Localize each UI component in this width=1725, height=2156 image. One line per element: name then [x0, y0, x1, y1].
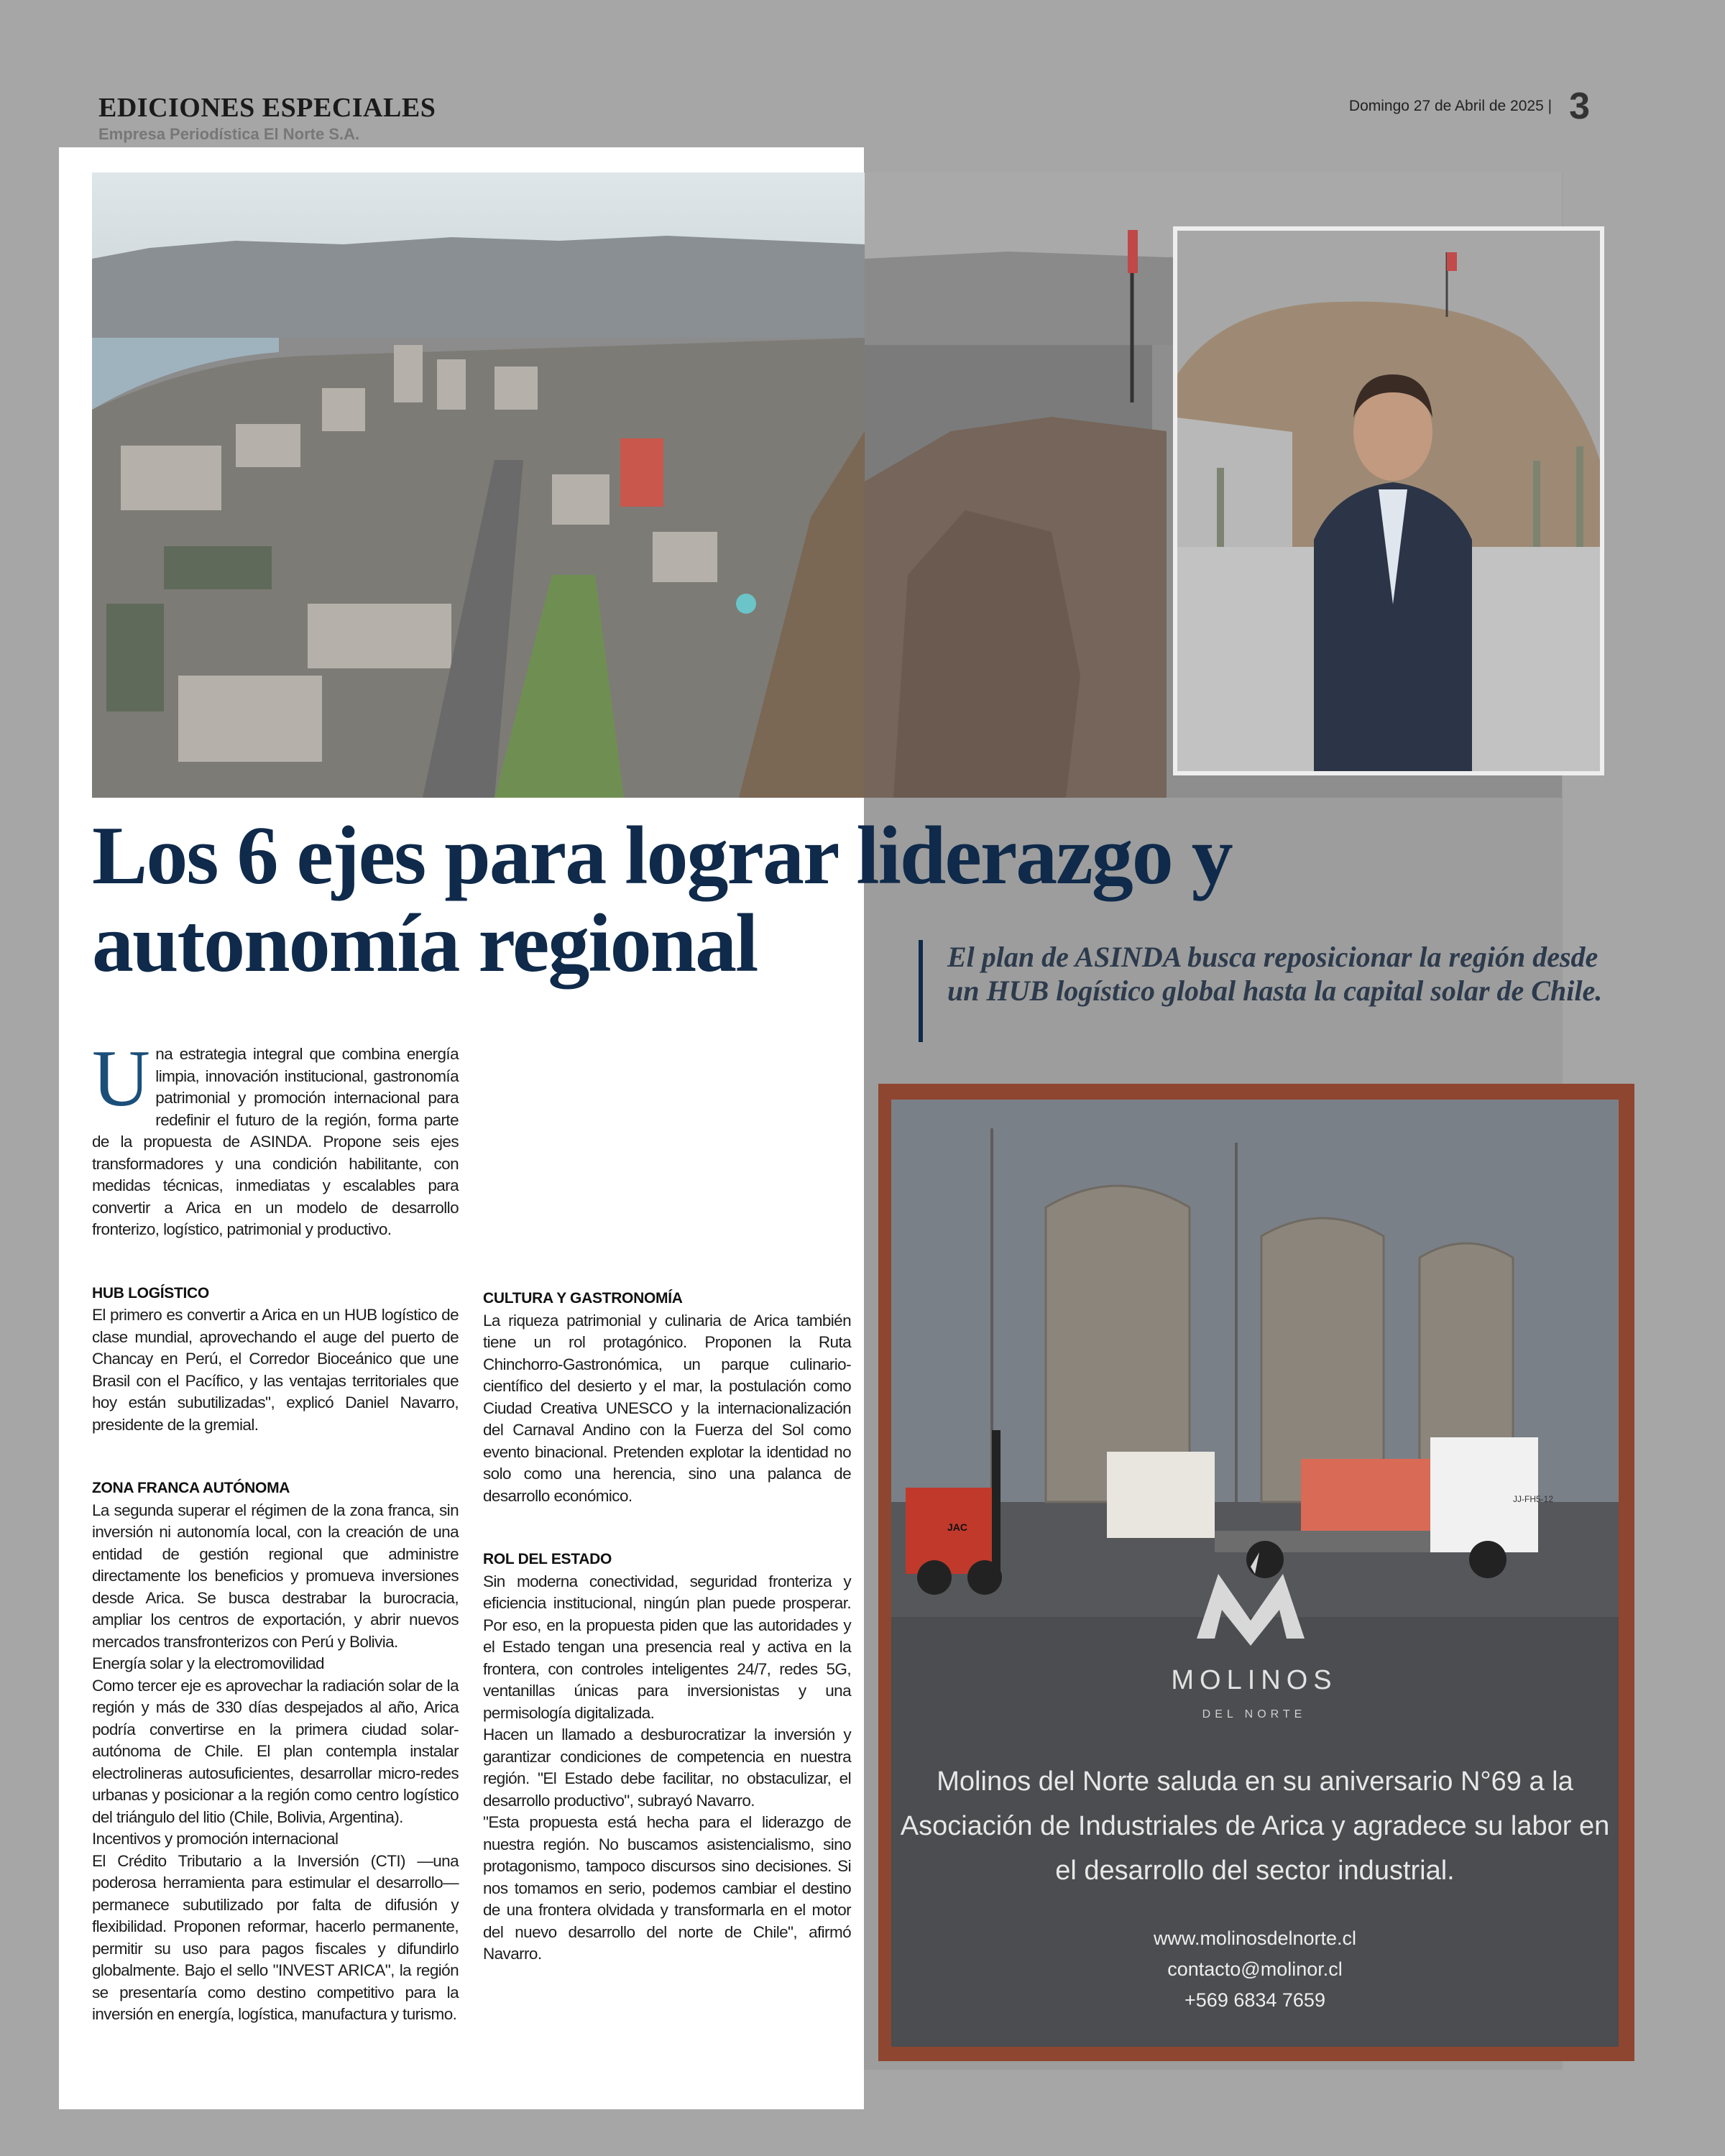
page-meta [1349, 85, 1590, 128]
section-title: EDICIONES ESPECIALES [98, 93, 436, 123]
paragraph-rol-estado-3: "Esta propuesta está hecha para el liderazgo de nuestra región. No buscamos asistencialismo, sino protagonismo, tampoco discursos sino decisiones. Si nos tomamos en serio, podemos cambiar el destino de una frontera olvidada y transformarla en el motor del nuevo desarrollo del norte de Chile", afirmó Navarro. [483, 1813, 851, 1963]
drop-cap: U [92, 1034, 150, 1123]
paragraph-rol-estado-1: Sin moderna conectividad, seguridad fronteriza y eficiencia institucional, ningún plan puede prosperar. Por eso, en la propuesta piden que las autoridades y el Estado tengan una presencia real y activa en la frontera, con controles inteligentes 24/7, redes 5G, ventanillas únicas para inversionistas y una permisología digitalizada. [483, 1572, 851, 1722]
molinos-logo [1136, 1538, 1373, 1732]
paragraph-hub-logistico: El primero es convertir a Arica en un HUB logístico de clase mundial, aprovechando el auge del puerto de Chancay en Perú, el Corredor Bioceánico que une Brasil con el Pacífico, y las ventajas territoriales que hoy están subutilizadas", explicó Daniel Navarro, presidente de la gremial. [92, 1306, 459, 1434]
paragraph-zona-franca: La segunda superar el régimen de la zona franca, sin inversión ni autonomía local, con la creación de una entidad de gestión regional que administre directamente los beneficios y promueva inversiones desde Arica. Se busca destrabar la burocracia, ampliar los centros de exportación, y abrir nuevos mercados transfronterizos con Perú y Bolivia. [92, 1501, 459, 1651]
brand-name: MOLINOS [1171, 1665, 1338, 1695]
article-headline: Los 6 ejes para lograr liderazgo y autonomía regional [92, 810, 1232, 990]
subtitle-incentivos: Incentivos y promoción internacional [92, 1830, 339, 1848]
article-column-2 [483, 1044, 851, 1966]
ad-email[interactable]: contacto@molinor.cl [1167, 1958, 1343, 1980]
article-column-1 [92, 1034, 459, 2026]
photo-city-aerial [92, 172, 865, 798]
ad-message: Molinos del Norte saluda en su aniversario N°69 a la Asociación de Industriales de Arica y agradece su labor en el desarrollo del sector industrial. [900, 1766, 1610, 1886]
photo-daniel-navarro [1173, 226, 1604, 775]
paragraph-energia-solar: Como tercer eje es aprovechar la radiación solar de la región y más de 330 días despejados al año, Arica podría convertirse en la primera ciudad solar-autónoma de Chile. El plan contempla instalar electrolineras autosuficientes, desarrollar micro-redes urbanas y posicionar a la región como centro logístico del triángulo del litio (Chile, Bolivia, Argentina). [92, 1676, 459, 1826]
ad-website[interactable]: www.molinosdelnorte.cl [1153, 1927, 1357, 1949]
issue-date: Domingo 27 de Abril de 2025 | [1348, 98, 1552, 114]
page-number: 3 [1569, 86, 1590, 127]
ad-contacts [891, 1923, 1619, 2016]
subtitle-energia-solar: Energía solar y la electromovilidad [92, 1654, 324, 1672]
publisher-name: Empresa Periodística El Norte S.A. [98, 125, 360, 143]
column-continuation-space [483, 1044, 851, 1268]
ad-phone: +569 6834 7659 [1184, 1989, 1325, 2011]
truck-plate: JJ-FH5-12 [1513, 1494, 1554, 1504]
subtitle-cultura: CULTURA Y GASTRONOMÍA [483, 1290, 683, 1307]
subtitle-rol-estado: ROL DEL ESTADO [483, 1551, 612, 1567]
subtitle-zona-franca: ZONA FRANCA AUTÓNOMA [92, 1480, 290, 1496]
paragraph-rol-estado-2: Hacen un llamado a desburocratizar la inversión y garantizar condiciones de competencia en nuestra región. "El Estado debe facilitar, no obstaculizar, el desarrollo productivo", subrayó Navarro. [483, 1726, 851, 1810]
article-subhead: El plan de ASINDA busca reposicionar la región desde un HUB logístico global hasta la capital solar de Chile. [947, 941, 1603, 1007]
paragraph-incentivos: El Crédito Tributario a la Inversión (CTI) —una poderosa herramienta para estimular el desarrollo— permanece subutilizado por falta de difusión y flexibilidad. Proponen reformar, hacerlo permanente, permitir su uso para pagos fiscales y difundirlo globalmente. Bajo el sello "INVEST ARICA", la región se presentaría como destino competitivo para la inversión en energía, logística, manufactura y turismo. [92, 1851, 459, 2023]
forklift-brand: JAC [947, 1521, 968, 1533]
subtitle-hub-logistico: HUB LOGÍSTICO [92, 1284, 209, 1302]
paragraph-cultura: La riqueza patrimonial y culinaria de Arica también tiene un rol protagónico. Proponen la Ruta Chinchorro-Gastronómica, un parque culinario-científico del desierto y el mar, la postulación como Ciudad Creativa UNESCO y la internacionalización del Carnaval Andino con la Fuerza del Sol como evento binacional. Pretenden explotar la identidad no solo como una herencia, sino una palanca de desarrollo económico. [483, 1311, 851, 1505]
article-intro: Una estrategia integral que combina energía limpia, innovación institucional, gastronomía patrimonial y promoción internacional para redefinir el futuro de la región, forma parte de la propuesta de ASINDA. Propone seis ejes transformadores y una condición habilitante, con medidas técnicas, inmediatas y escalables para convertir a Arica en un modelo de desarrollo fronterizo, logístico, patrimonial y productivo. [92, 1034, 459, 1238]
subhead-rule [919, 940, 923, 1042]
brand-subtitle: DEL NORTE [1202, 1708, 1307, 1720]
masthead [98, 92, 436, 144]
